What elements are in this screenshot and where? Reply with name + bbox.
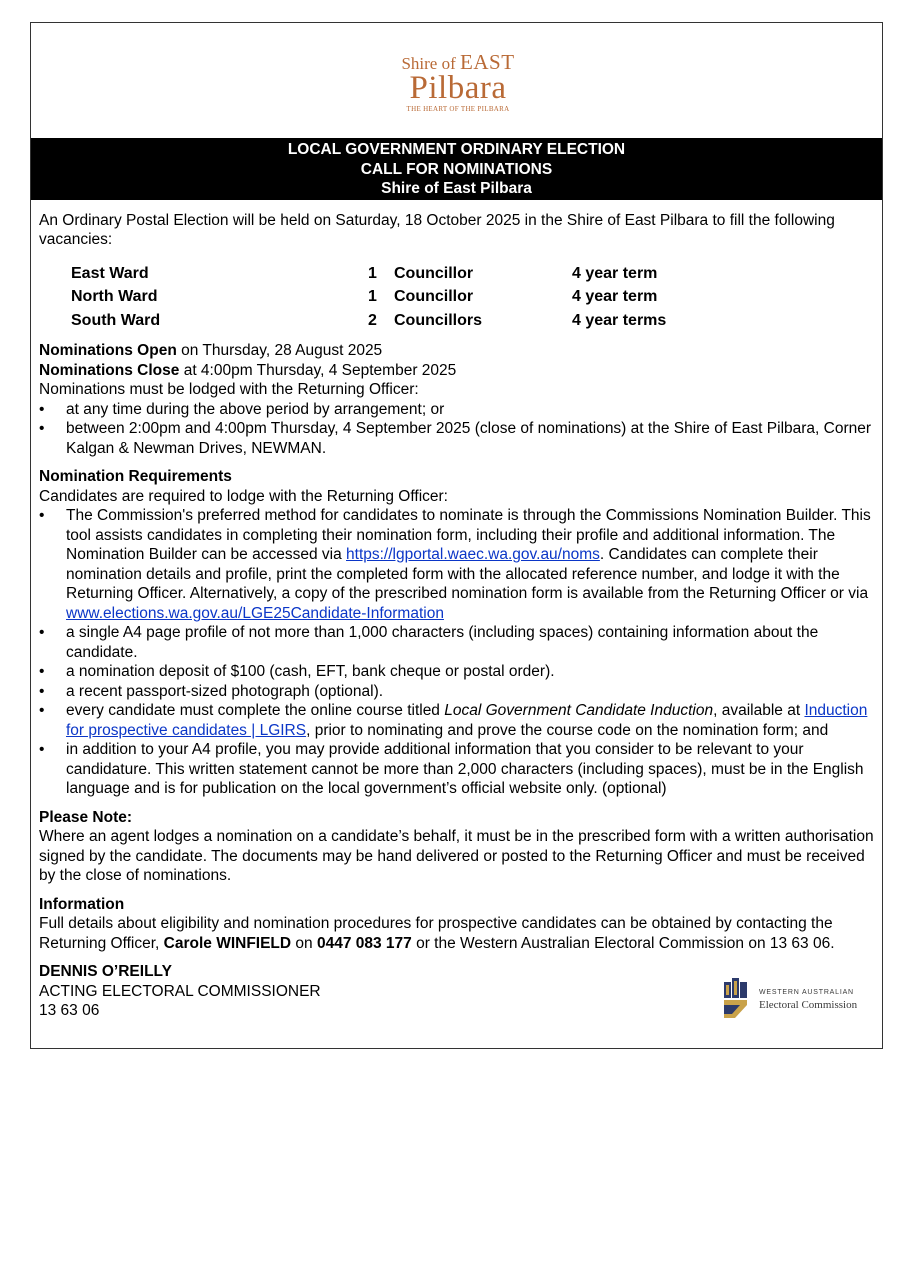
information-heading xyxy=(39,895,874,915)
nomination-builder-link[interactable]: https://lgportal.waec.wa.gov.au/noms xyxy=(346,546,600,563)
nominations-close-label: Nominations Close xyxy=(39,361,180,379)
list-item: • a nomination deposit of $100 (cash, EFT, bank cheque or postal order). xyxy=(39,662,874,682)
returning-officer-phone: 0447 083 177 xyxy=(316,934,412,952)
nominations-close xyxy=(39,361,874,381)
nominations-open xyxy=(39,341,874,361)
intro-paragraph: An Ordinary Postal Election will be held on Saturday, 18 October 2025 in the Shire of East Pilbara to fill the following vacancies: xyxy=(39,211,835,248)
table-row xyxy=(71,309,771,333)
electoral-commission-emblem-icon xyxy=(724,978,750,1018)
list-item xyxy=(39,701,874,740)
returning-officer-name: Carole WINFIELD xyxy=(163,934,292,952)
role-cell: Councillors xyxy=(394,311,483,329)
term-cell: 4 year term xyxy=(572,264,658,282)
banner-line2: CALL FOR NOMINATIONS xyxy=(360,160,553,178)
term-cell: 4 year term xyxy=(572,288,658,305)
induction-link[interactable]: Induction for prospective candidates | LGIRS xyxy=(66,702,868,739)
table-row xyxy=(71,285,771,309)
list-item xyxy=(39,506,874,623)
electoral-commission-logo xyxy=(724,978,864,1018)
signature-phone: 13 63 06 xyxy=(39,1002,100,1019)
note-heading xyxy=(39,808,874,828)
notice-frame xyxy=(30,22,883,1049)
list-item: • in addition to your A4 profile, you may provide additional information that you consider to be relevant to your candidature. This written statement cannot be more than 2,000 characters (including spaces), must be in the English language and is for publication on the local government’s official website only. (optional) xyxy=(39,740,874,799)
nominations-open-date: on Thursday, 28 August 2025 xyxy=(176,342,383,359)
ward-cell: North Ward xyxy=(71,288,158,305)
table-row xyxy=(71,262,771,286)
information-part1: Full details about eligibility and nomination procedures for prospective candidates can be obtained by contacting the Returning Officer, xyxy=(39,915,833,952)
logo-tagline: THE HEART OF THE PILBARA xyxy=(406,105,510,113)
ward-cell: South Ward xyxy=(71,311,161,329)
logo-pilbara: Pilbara xyxy=(409,70,507,106)
nominations-open-label: Nominations Open xyxy=(39,342,177,359)
requirement-text: , available at xyxy=(713,702,805,719)
requirement-text: . Candidates can complete their nomination details and profile, print the completed form with the allocated reference number, and lodge it with the Returning Officer. Alternatively, a copy of the prescribed nomination form is available from the Returning Officer or via xyxy=(66,546,869,602)
requirements-heading xyxy=(39,467,874,487)
nominations-close-date: at 4:00pm Thursday, 4 September 2025 xyxy=(179,361,457,379)
ward-cell: East Ward xyxy=(71,264,149,282)
number-cell: 2 xyxy=(368,311,377,329)
requirement-text: , prior to nominating and prove the course code on the nomination form; and xyxy=(306,721,829,739)
requirement-text: The Commission's preferred method for candidates to nominate is through the Commissions Nomination Builder. This tool assists candidates in completing their nomination form, including their profile and additional information. The Nomination Builder can be accessed via xyxy=(66,507,871,563)
number-cell: 1 xyxy=(368,264,377,282)
requirements-heading-text: Nomination Requirements xyxy=(39,468,232,485)
information-part3: or the Western Australian Electoral Commission on 13 63 06. xyxy=(411,934,835,952)
shire-logo-area xyxy=(31,23,882,138)
note-heading-text: Please Note: xyxy=(39,808,133,826)
logo-shire-of: Shire of xyxy=(401,54,456,73)
information-part2: on xyxy=(291,934,317,952)
note-text: Where an agent lodges a nomination on a candidate’s behalf, it must be in the prescribed form with a written authorisation signed by the candidate. The documents may be hand delivered or posted to the Returning Officer and must be received by the close of nominations. xyxy=(39,828,874,884)
list-item: • a single A4 page profile of not more than 1,000 characters (including spaces) containing information about the candidate. xyxy=(39,623,874,662)
banner-line1: LOCAL GOVERNMENT ORDINARY ELECTION xyxy=(287,141,626,158)
lodge-intro: Nominations must be lodged with the Returning Officer: xyxy=(39,381,419,398)
list-item: • a recent passport-sized photograph (optional). xyxy=(39,682,874,702)
commission-logo-line2: Electoral Commission xyxy=(759,999,858,1011)
candidate-information-link[interactable]: www.elections.wa.gov.au/LGE25Candidate-Information xyxy=(66,604,444,622)
requirement-text: every candidate must complete the online course titled xyxy=(66,702,445,719)
signature-name-text: DENNIS O’REILLY xyxy=(39,963,172,980)
list-item: • at any time during the above period by arrangement; or xyxy=(39,400,874,420)
term-cell: 4 year terms xyxy=(572,311,667,329)
logo-east: EAST xyxy=(460,50,515,74)
title-banner xyxy=(31,138,882,200)
information-heading-text: Information xyxy=(39,895,125,913)
shire-logo xyxy=(393,50,523,113)
notice-content xyxy=(31,200,882,1021)
number-cell: 1 xyxy=(368,288,377,305)
lodge-list xyxy=(39,400,874,459)
vacancies-table xyxy=(71,262,771,333)
signature-title: ACTING ELECTORAL COMMISSIONER xyxy=(39,982,321,1000)
course-title: Local Government Candidate Induction xyxy=(444,702,714,719)
commission-logo-line1: WESTERN AUSTRALIAN xyxy=(759,989,854,996)
information-text xyxy=(39,914,874,953)
requirements-intro: Candidates are required to lodge with the Returning Officer: xyxy=(39,487,448,505)
banner-line3: Shire of East Pilbara xyxy=(381,180,532,197)
requirements-list xyxy=(39,506,874,799)
role-cell: Councillor xyxy=(394,264,474,282)
role-cell: Councillor xyxy=(394,288,474,305)
list-item: • between 2:00pm and 4:00pm Thursday, 4 September 2025 (close of nominations) at the Shire of East Pilbara, Corner Kalgan & Newman Drives, NEWMAN. xyxy=(39,419,874,458)
